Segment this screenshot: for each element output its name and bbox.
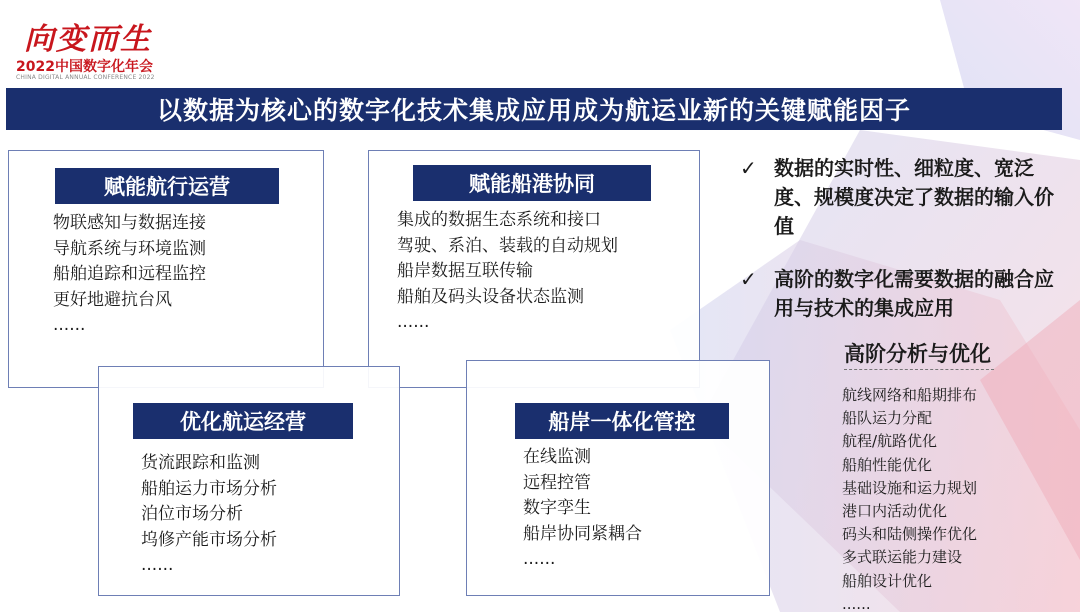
slide-title: 以数据为核心的数字化技术集成应用成为航运业新的关键赋能因子 xyxy=(156,96,911,125)
list-item: 船岸数据互联传输 xyxy=(397,261,533,281)
check-icon: ✓ xyxy=(740,156,757,180)
list-item: 航线网络和船期排布 xyxy=(842,386,978,404)
list-item: 码头和陆侧操作优化 xyxy=(842,525,978,544)
card-item-list xyxy=(523,445,642,573)
list-item: 船队运力分配 xyxy=(842,409,933,428)
analysis-list xyxy=(842,384,977,616)
card-title: 船岸一体化管控 xyxy=(515,403,729,439)
card-title: 赋能船港协同 xyxy=(413,165,651,201)
key-points xyxy=(740,154,1070,323)
card-navigation-operations xyxy=(8,150,324,388)
list-item: 船舶性能优化 xyxy=(842,455,933,474)
list-item: 集成的数据生态系统和接口 xyxy=(397,210,601,230)
list-item: 船舶及码头设备状态监测 xyxy=(397,286,584,307)
list-item: 远程控管 xyxy=(523,472,591,493)
key-point xyxy=(740,265,1070,323)
list-item: 数字孪生 xyxy=(523,498,591,518)
list-item: ...... xyxy=(397,312,430,332)
list-item: 驾驶、系泊、装载的自动规划 xyxy=(397,235,618,256)
conference-logo xyxy=(16,14,166,84)
card-ship-port-coordination xyxy=(368,150,700,388)
list-item: ...... xyxy=(523,549,556,569)
key-point-text: 数据的实时性、细粒度、宽泛度、规模度决定了数据的输入价值 xyxy=(774,156,1054,238)
list-item: ...... xyxy=(842,594,871,613)
key-point-text: 高阶的数字化需要数据的融合应用与技术的集成应用 xyxy=(774,267,1054,320)
list-item: 船岸协同紧耦合 xyxy=(523,523,642,544)
list-item: 多式联运能力建设 xyxy=(842,548,963,567)
list-item: 导航系统与环境监测 xyxy=(53,238,206,259)
list-item: 船舶追踪和远程监控 xyxy=(53,264,206,284)
dashed-divider xyxy=(844,369,994,370)
card-item-list xyxy=(53,211,206,339)
list-item: 物联感知与数据连接 xyxy=(53,213,206,233)
list-item: 更好地避抗台风 xyxy=(53,289,172,310)
logo-event-name: 2022中国数字化年会 xyxy=(16,59,153,75)
list-item: 船舶运力市场分析 xyxy=(141,478,277,499)
analysis-title: 高阶分析与优化 xyxy=(844,342,991,366)
logo-calligraphy: 向变而生 xyxy=(24,22,152,57)
card-item-list xyxy=(397,208,618,336)
check-icon: ✓ xyxy=(740,267,757,291)
list-item: ...... xyxy=(53,315,86,335)
title-banner xyxy=(6,88,1062,130)
card-ship-shore-control xyxy=(466,360,770,596)
list-item: 坞修产能市场分析 xyxy=(141,529,277,550)
card-item-list xyxy=(141,451,277,579)
card-title: 优化航运经营 xyxy=(133,403,353,439)
card-shipping-business xyxy=(98,366,400,596)
list-item: 基础设施和运力规划 xyxy=(842,478,978,497)
card-title: 赋能航行运营 xyxy=(55,168,279,204)
list-item: 泊位市场分析 xyxy=(141,504,243,524)
list-item: ...... xyxy=(141,555,174,575)
list-item: 航程/航路优化 xyxy=(842,432,938,451)
list-item: 货流跟踪和监测 xyxy=(141,453,260,473)
list-item: 港口内活动优化 xyxy=(842,502,948,521)
list-item: 船舶设计优化 xyxy=(842,571,933,590)
logo-event-name-en: CHINA DIGITAL ANNUAL CONFERENCE 2022 xyxy=(16,74,155,81)
list-item: 在线监测 xyxy=(523,447,591,467)
key-point xyxy=(740,154,1070,241)
